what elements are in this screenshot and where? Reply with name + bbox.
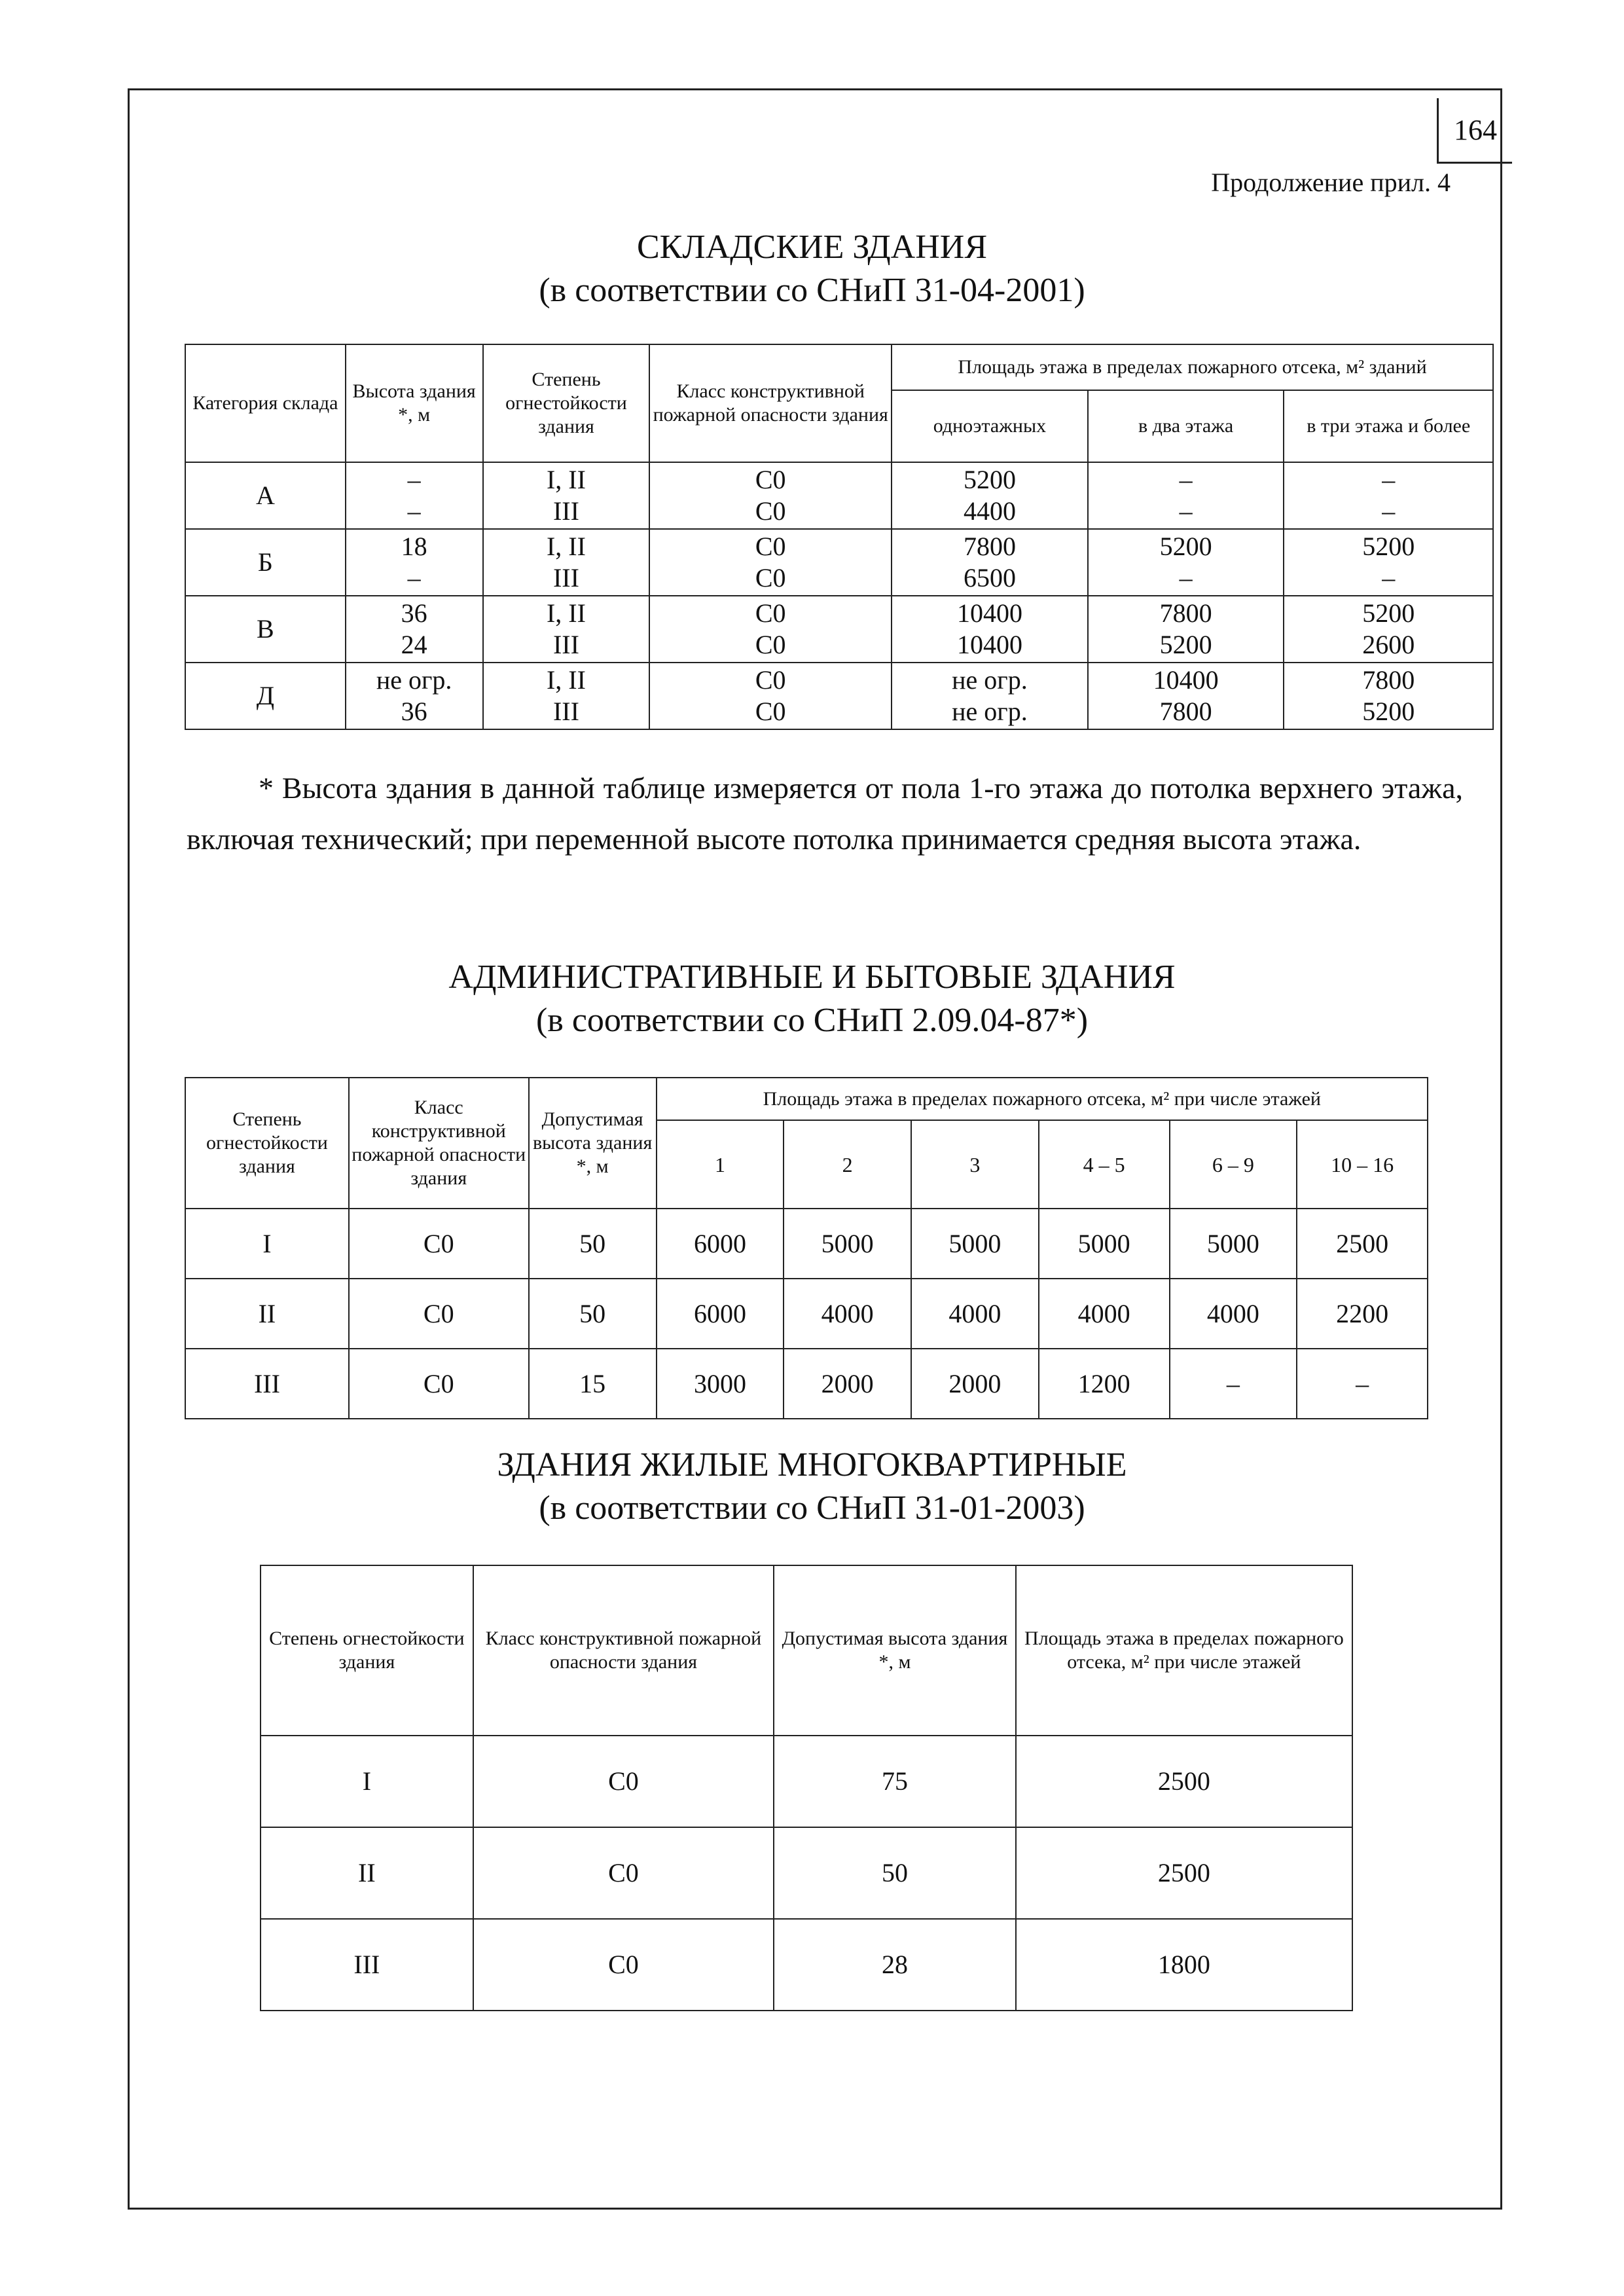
degree-value: I, II <box>546 465 586 494</box>
table-row <box>185 1279 1428 1349</box>
area-cell: 6000 <box>657 1209 784 1279</box>
three-values <box>1284 464 1492 527</box>
height-values <box>346 665 482 727</box>
residential-table <box>260 1565 1353 2011</box>
degree-value: III <box>552 630 579 659</box>
section3-heading: ЗДАНИЯ ЖИЛЫЕ МНОГОКВАРТИРНЫЕ <box>497 1446 1127 1484</box>
two-cell <box>1088 462 1284 529</box>
header-two-floor: в два этажа <box>1088 390 1284 462</box>
class-value: С0 <box>755 697 786 726</box>
three-cell <box>1284 462 1493 529</box>
two-value: 10400 <box>1153 665 1219 695</box>
one-value: 10400 <box>956 598 1022 628</box>
one-value: 6500 <box>963 563 1016 592</box>
height-value: не огр. <box>376 665 452 695</box>
area-cell: 1800 <box>1016 1919 1352 2011</box>
table-row <box>185 462 1493 529</box>
degree-cell: I <box>185 1209 349 1279</box>
three-value: – <box>1382 465 1396 494</box>
header-height: Допустимая высота здания *, м <box>529 1078 657 1209</box>
degree-cell: III <box>185 1349 349 1419</box>
three-value: – <box>1382 563 1396 592</box>
height-value: – <box>407 496 421 526</box>
section2-subtitle: (в соответствии со СНиП 2.09.04-87*) <box>535 1002 1089 1039</box>
height-cell <box>346 462 483 529</box>
table-row <box>185 596 1493 663</box>
one-value: не огр. <box>952 697 1028 726</box>
area-cell: 4000 <box>911 1279 1039 1349</box>
area-cell: 4000 <box>1039 1279 1170 1349</box>
two-cell <box>1088 529 1284 596</box>
one-values <box>892 531 1087 594</box>
section2-heading: АДМИНИСТРАТИВНЫЕ И БЫТОВЫЕ ЗДАНИЯ <box>448 958 1176 996</box>
section3-subtitle: (в соответствии со СНиП 31-01-2003) <box>539 1489 1085 1527</box>
class-value: С0 <box>755 598 786 628</box>
area-cell: 5000 <box>1039 1209 1170 1279</box>
degree-cell <box>483 462 650 529</box>
floor-count-header: 3 <box>911 1120 1039 1209</box>
one-value: 5200 <box>963 465 1016 494</box>
floor-count-header: 6 – 9 <box>1170 1120 1297 1209</box>
floor-count-header: 2 <box>784 1120 911 1209</box>
height-cell <box>346 529 483 596</box>
section1-heading: СКЛАДСКИЕ ЗДАНИЯ <box>636 228 988 266</box>
one-value: 7800 <box>963 532 1016 561</box>
class-values <box>650 464 891 527</box>
footnote <box>187 763 1463 865</box>
class-value: С0 <box>755 532 786 561</box>
section1-subtitle: (в соответствии со СНиП 31-04-2001) <box>539 272 1085 309</box>
two-values <box>1089 598 1284 661</box>
degree-cell <box>483 596 650 663</box>
one-value: 10400 <box>956 630 1022 659</box>
one-values <box>892 665 1087 727</box>
height-cell: 28 <box>774 1919 1016 2011</box>
class-cell <box>649 663 892 729</box>
class-cell: С0 <box>473 1827 774 1919</box>
two-value: – <box>1179 465 1193 494</box>
degree-values <box>484 464 649 527</box>
area-cell: 6000 <box>657 1279 784 1349</box>
table-row <box>185 1209 1428 1279</box>
area-cell: 2000 <box>784 1349 911 1419</box>
header-area: Площадь этажа в пределах пожарного отсека, м² при числе этажей <box>1016 1565 1352 1736</box>
section2-title <box>0 956 1624 1042</box>
height-cell: 50 <box>529 1279 657 1349</box>
three-value: 2600 <box>1362 630 1415 659</box>
category-cell: В <box>185 596 346 663</box>
degree-value: I, II <box>546 665 586 695</box>
two-values <box>1089 531 1284 594</box>
area-cell: – <box>1170 1349 1297 1419</box>
two-cell <box>1088 596 1284 663</box>
one-cell <box>892 529 1088 596</box>
two-values <box>1089 665 1284 727</box>
degree-cell: II <box>261 1827 473 1919</box>
area-cell: 2500 <box>1297 1209 1428 1279</box>
class-cell: С0 <box>349 1279 529 1349</box>
class-value: С0 <box>755 465 786 494</box>
one-cell <box>892 663 1088 729</box>
area-cell: 4000 <box>1170 1279 1297 1349</box>
three-cell <box>1284 596 1493 663</box>
floor-count-header: 10 – 16 <box>1297 1120 1428 1209</box>
continuation-label: Продолжение прил. 4 <box>1211 168 1451 197</box>
area-cell: 2500 <box>1016 1736 1352 1827</box>
area-cell: – <box>1297 1349 1428 1419</box>
degree-values <box>484 598 649 661</box>
header-class: Класс конструктивной пожарной опасности здания <box>649 344 892 462</box>
two-value: 5200 <box>1159 532 1212 561</box>
three-value: 5200 <box>1362 598 1415 628</box>
header-area: Площадь этажа в пределах пожарного отсека, м² зданий <box>892 344 1493 390</box>
one-value: не огр. <box>952 665 1028 695</box>
header-degree: Степень огнестойкости здания <box>185 1078 349 1209</box>
height-cell: 50 <box>774 1827 1016 1919</box>
three-cell <box>1284 529 1493 596</box>
two-cell <box>1088 663 1284 729</box>
three-cell <box>1284 663 1493 729</box>
table-row <box>185 663 1493 729</box>
section1-title <box>0 226 1624 312</box>
height-cell: 15 <box>529 1349 657 1419</box>
area-cell: 2200 <box>1297 1279 1428 1349</box>
class-value: С0 <box>755 496 786 526</box>
class-value: С0 <box>755 665 786 695</box>
class-value: С0 <box>755 630 786 659</box>
area-cell: 4000 <box>784 1279 911 1349</box>
class-values <box>650 531 891 594</box>
warehouse-table <box>185 344 1494 730</box>
height-value: 36 <box>401 697 427 726</box>
one-values <box>892 598 1087 661</box>
three-values <box>1284 531 1492 594</box>
height-value: 24 <box>401 630 427 659</box>
height-values <box>346 464 482 527</box>
class-cell: С0 <box>349 1349 529 1419</box>
two-values <box>1089 464 1284 527</box>
area-cell: 5000 <box>784 1209 911 1279</box>
area-cell: 2000 <box>911 1349 1039 1419</box>
table-row <box>261 1736 1352 1827</box>
header-one-floor: одноэтажных <box>892 390 1088 462</box>
class-cell: С0 <box>349 1209 529 1279</box>
one-cell <box>892 462 1088 529</box>
degree-cell <box>483 663 650 729</box>
three-value: 7800 <box>1362 665 1415 695</box>
area-cell: 3000 <box>657 1349 784 1419</box>
header-three-floor: в три этажа и более <box>1284 390 1493 462</box>
height-value: – <box>407 563 421 592</box>
two-value: 7800 <box>1159 598 1212 628</box>
class-cell: С0 <box>473 1919 774 2011</box>
table-row <box>185 529 1493 596</box>
table-row <box>185 1349 1428 1419</box>
category-cell: Б <box>185 529 346 596</box>
degree-values <box>484 665 649 727</box>
height-value: 36 <box>401 598 427 628</box>
area-cell: 1200 <box>1039 1349 1170 1419</box>
header-height: Высота здания *, м <box>346 344 483 462</box>
two-value: – <box>1179 496 1193 526</box>
header-class: Класс конструктивной пожарной опасности здания <box>473 1565 774 1736</box>
table-row <box>261 1919 1352 2011</box>
class-values <box>650 665 891 727</box>
header-class: Класс конструктивной пожарной опасности здания <box>349 1078 529 1209</box>
three-values <box>1284 598 1492 661</box>
three-value: 5200 <box>1362 697 1415 726</box>
height-cell: 75 <box>774 1736 1016 1827</box>
class-cell: С0 <box>473 1736 774 1827</box>
header-height: Допустимая высота здания *, м <box>774 1565 1016 1736</box>
degree-cell <box>483 529 650 596</box>
category-cell: Д <box>185 663 346 729</box>
floor-count-header: 4 – 5 <box>1039 1120 1170 1209</box>
header-category: Категория склада <box>185 344 346 462</box>
class-values <box>650 598 891 661</box>
class-cell <box>649 596 892 663</box>
page-number: 164 <box>1437 98 1512 164</box>
class-cell <box>649 462 892 529</box>
height-cell <box>346 596 483 663</box>
height-value: – <box>407 465 421 494</box>
section3-title <box>0 1444 1624 1530</box>
area-cell: 2500 <box>1016 1827 1352 1919</box>
one-cell <box>892 596 1088 663</box>
degree-value: I, II <box>546 598 586 628</box>
degree-value: III <box>552 563 579 592</box>
footnote-text: * Высота здания в данной таблице измеряется от пола 1-го этажа до потолка верхнего этажа, включая технический; при переменной высоте потолка принимается средняя высота этажа. <box>187 771 1463 856</box>
degree-cell: III <box>261 1919 473 2011</box>
height-values <box>346 598 482 661</box>
header-degree: Степень огнестойкости здания <box>261 1565 473 1736</box>
class-value: С0 <box>755 563 786 592</box>
one-values <box>892 464 1087 527</box>
degree-value: III <box>552 697 579 726</box>
three-value: – <box>1382 496 1396 526</box>
three-values <box>1284 665 1492 727</box>
degree-value: I, II <box>546 532 586 561</box>
admin-table <box>185 1077 1428 1419</box>
floor-count-header: 1 <box>657 1120 784 1209</box>
header-degree: Степень огнестойкости здания <box>483 344 650 462</box>
area-cell: 5000 <box>911 1209 1039 1279</box>
degree-cell: II <box>185 1279 349 1349</box>
header-area: Площадь этажа в пределах пожарного отсека, м² при числе этажей <box>657 1078 1428 1120</box>
height-value: 18 <box>401 532 427 561</box>
height-cell: 50 <box>529 1209 657 1279</box>
height-cell <box>346 663 483 729</box>
area-cell: 5000 <box>1170 1209 1297 1279</box>
two-value: 7800 <box>1159 697 1212 726</box>
two-value: 5200 <box>1159 630 1212 659</box>
category-cell: А <box>185 462 346 529</box>
degree-value: III <box>552 496 579 526</box>
degree-values <box>484 531 649 594</box>
table-row <box>261 1827 1352 1919</box>
one-value: 4400 <box>963 496 1016 526</box>
height-values <box>346 531 482 594</box>
three-value: 5200 <box>1362 532 1415 561</box>
two-value: – <box>1179 563 1193 592</box>
class-cell <box>649 529 892 596</box>
degree-cell: I <box>261 1736 473 1827</box>
